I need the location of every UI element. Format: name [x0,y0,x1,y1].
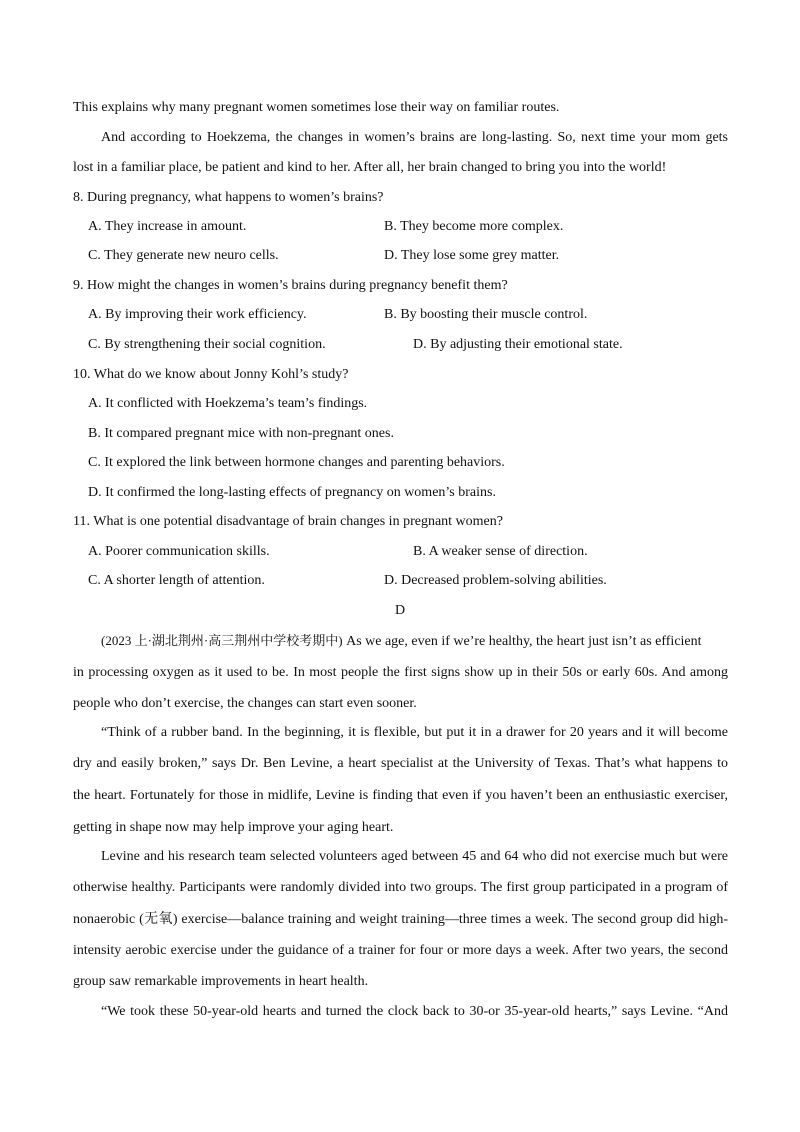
option-c: C. They generate new neuro cells. [88,248,279,263]
passage-line: nonaerobic (无氧) exercise—balance training and weight training—three times a week. The second group did high- [73,912,728,927]
passage-line: “Think of a rubber band. In the beginning, it is flexible, but put it in a drawer for 20 years and it will become [101,725,728,740]
question-stem: 9. How might the changes in women’s brains during pregnancy benefit them? [73,278,508,293]
option-b: B. By boosting their muscle control. [384,307,588,322]
option-a: A. It conflicted with Hoekzema’s team’s findings. [88,396,368,411]
question-stem: 10. What do we know about Jonny Kohl’s study? [73,367,349,382]
question-stem: 11. What is one potential disadvantage of brain changes in pregnant women? [73,514,503,529]
option-a: A. By improving their work efficiency. [88,307,307,322]
option-d: D. Decreased problem-solving abilities. [384,573,607,588]
passage-line [101,632,728,651]
option-b: B. They become more complex. [384,219,564,234]
option-d: D. They lose some grey matter. [384,248,560,263]
passage-line: intensity aerobic exercise under the guidance of a trainer for four or more days a week. After two years, the second [73,943,728,958]
option-b: B. It compared pregnant mice with non-pregnant ones. [88,426,394,441]
source-citation: (2023 上·湖北荆州·高三荆州中学校考期中) [101,633,343,648]
option-a: A. Poorer communication skills. [88,544,270,559]
passage-line: group saw remarkable improvements in heart health. [73,974,369,989]
option-c: C. It explored the link between hormone changes and parenting behaviors. [88,455,505,470]
passage-line: otherwise healthy. Participants were randomly divided into two groups. The first group participated in a program of [73,880,728,895]
question-stem: 8. During pregnancy, what happens to women’s brains? [73,190,384,205]
option-b: B. A weaker sense of direction. [413,544,588,559]
passage-line: “We took these 50-year-old hearts and turned the clock back to 30-or 35-year-old hearts,” says Levine. “And [101,1004,728,1019]
option-d: D. By adjusting their emotional state. [413,337,623,352]
passage-line: getting in shape now may help improve your aging heart. [73,820,394,835]
passage-line: This explains why many pregnant women sometimes lose their way on familiar routes. [73,100,560,115]
passage-line: dry and easily broken,” says Dr. Ben Levine, a heart specialist at the University of Texas. That’s what happens to [73,756,728,771]
option-c: C. By strengthening their social cognition. [88,337,326,352]
passage-line: people who don’t exercise, the changes can start even sooner. [73,696,417,711]
passage-text: As we age, even if we’re healthy, the heart just isn’t as efficient [342,634,702,649]
passage-line: lost in a familiar place, be patient and kind to her. After all, her brain changed to bring you into the world! [73,160,667,175]
passage-line: Levine and his research team selected volunteers aged between 45 and 64 who did not exercise much but were [101,849,728,864]
option-d: D. It confirmed the long-lasting effects of pregnancy on women’s brains. [88,485,496,500]
option-a: A. They increase in amount. [88,219,247,234]
option-c: C. A shorter length of attention. [88,573,265,588]
passage-line: And according to Hoekzema, the changes in women’s brains are long-lasting. So, next time your mom gets [101,130,728,145]
passage-line: the heart. Fortunately for those in midlife, Levine is finding that even if you haven’t been an enthusiastic exerciser, [73,788,728,803]
passage-line: in processing oxygen as it used to be. In most people the first signs show up in their 50s or early 60s. And among [73,665,728,680]
section-heading: D [394,603,406,618]
